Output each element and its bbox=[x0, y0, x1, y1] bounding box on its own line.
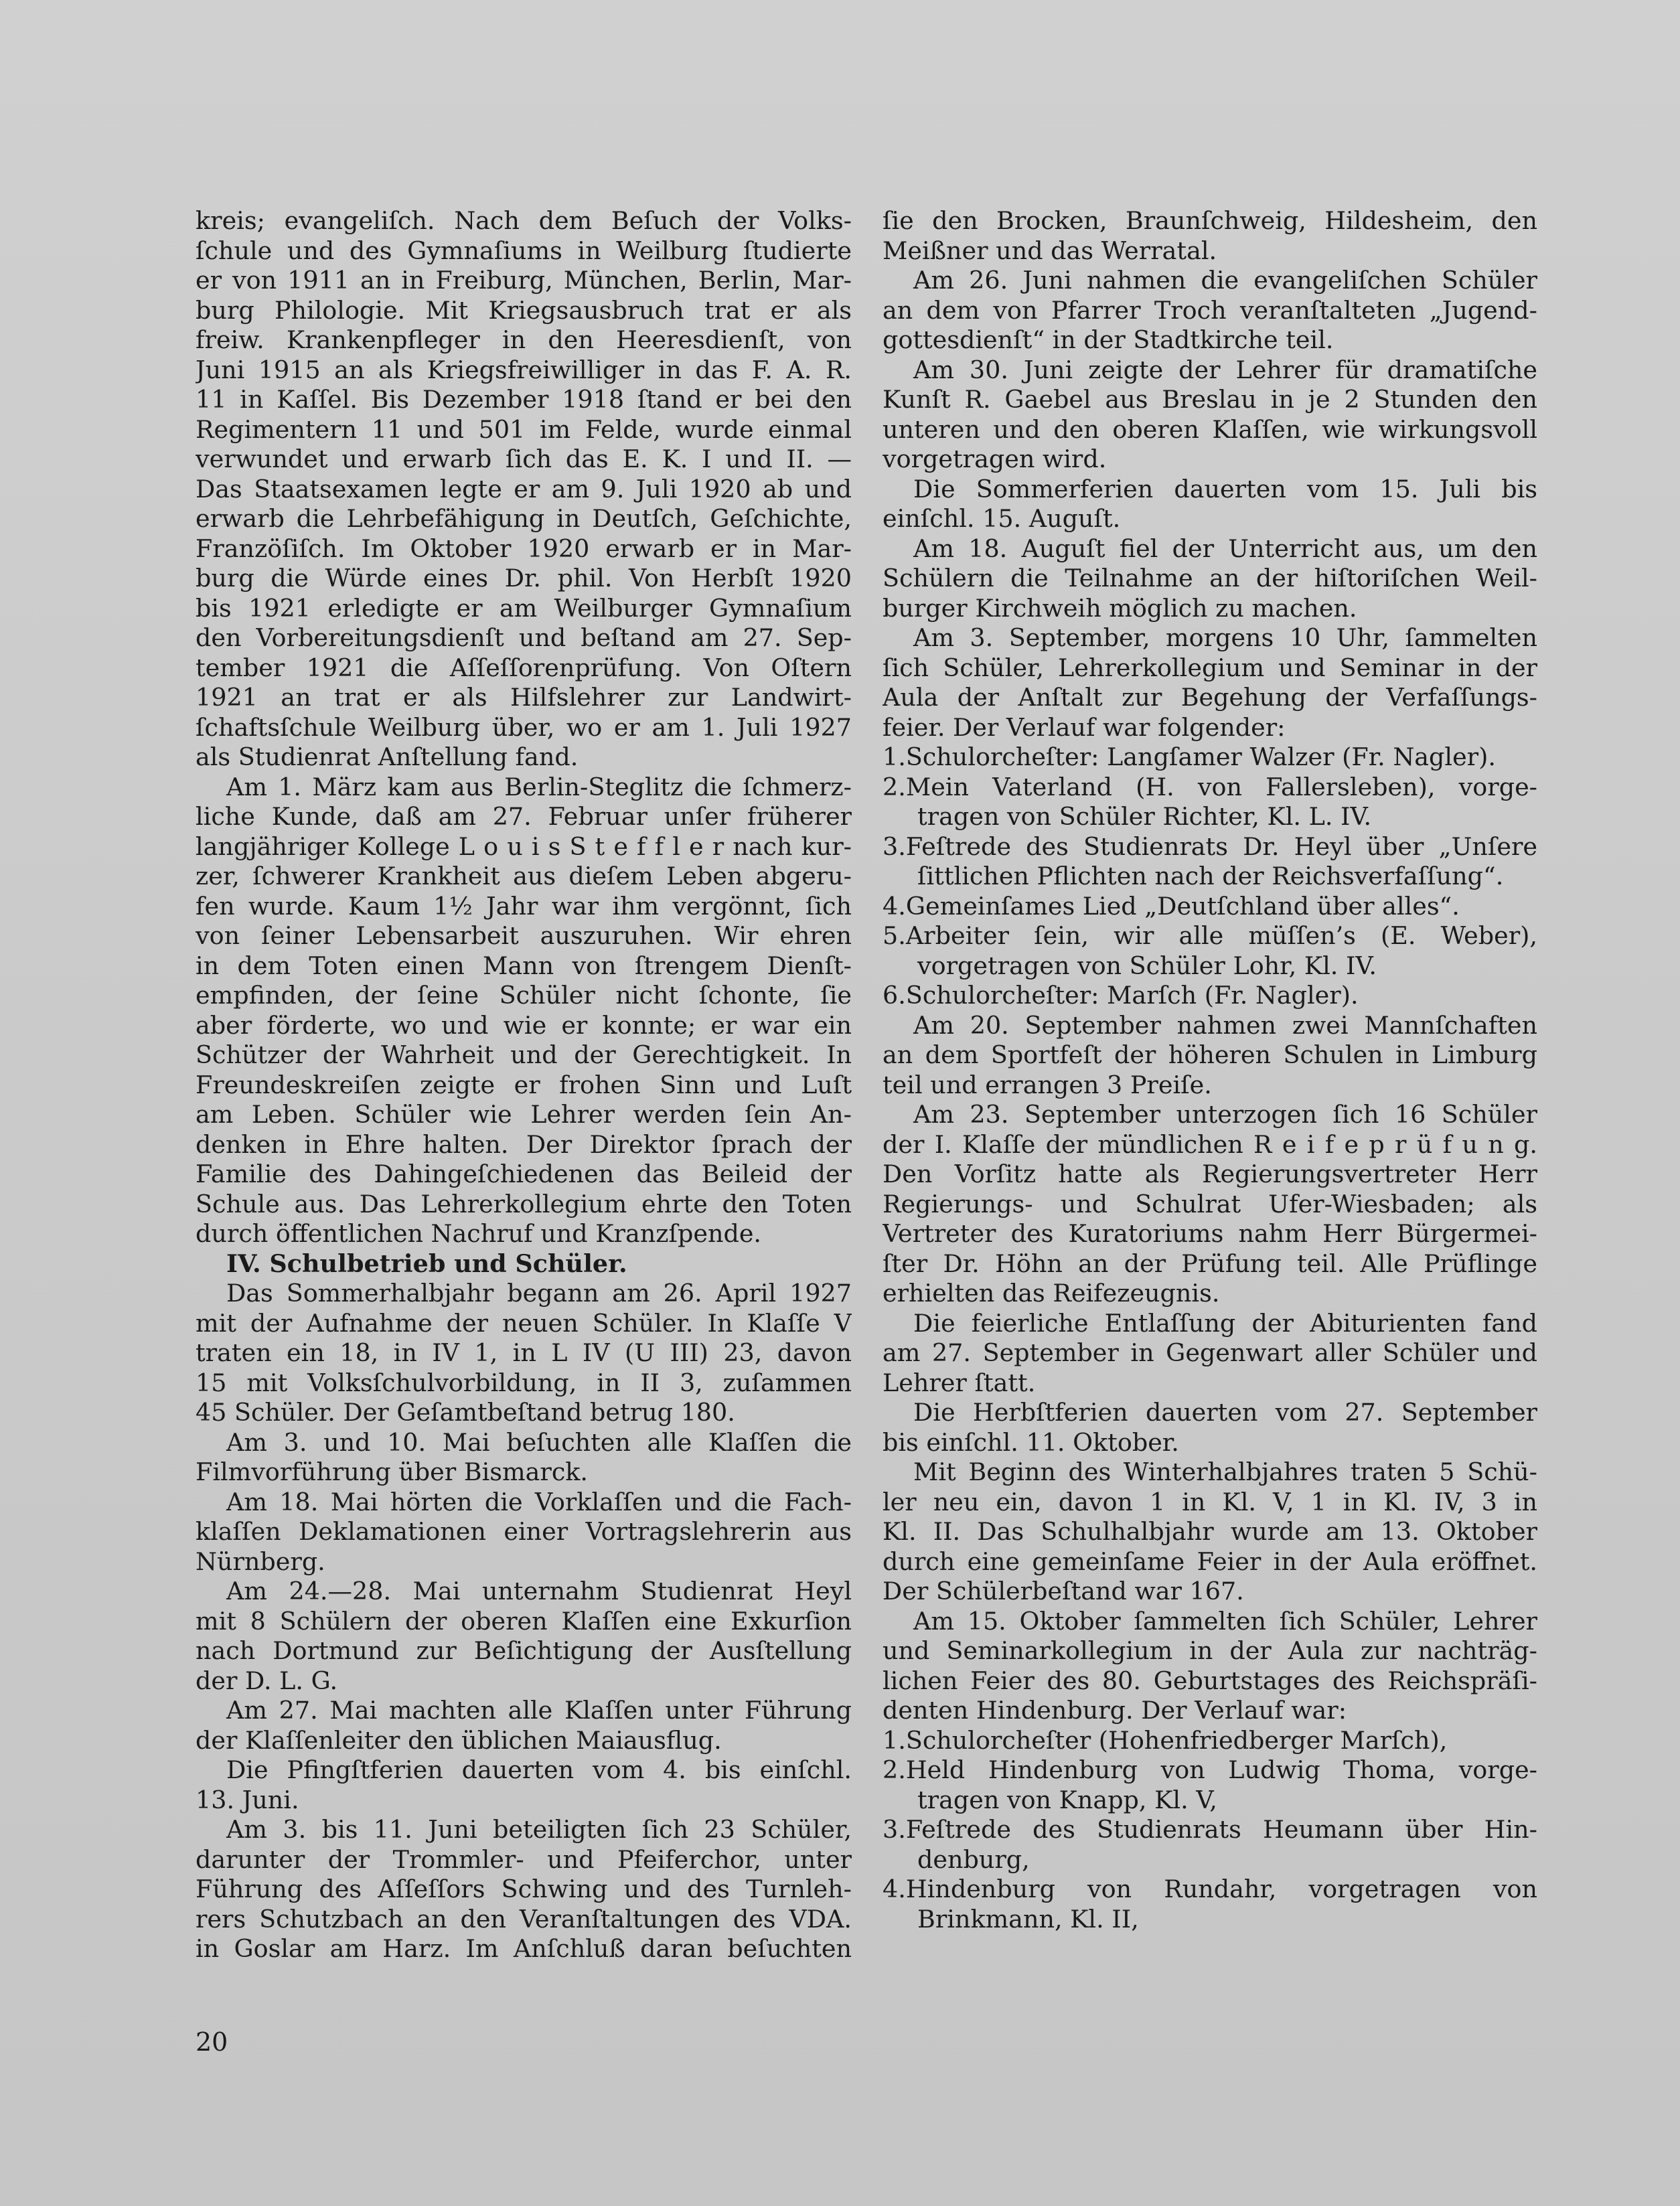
text-line: burg Philologie. Mit Kriegsausbruch trat er als bbox=[196, 295, 852, 325]
text-line: ſich Schüler, Lehrerkollegium und Seminar in der bbox=[883, 653, 1537, 682]
program-list-item bbox=[883, 1815, 1537, 1845]
text-line: ſchule und des Gymnaſiums in Weilburg ſtudierte bbox=[196, 236, 852, 265]
program-list-item bbox=[883, 921, 1537, 951]
text-line: Nürnberg. bbox=[196, 1547, 325, 1576]
text-line: ler neu ein, davon 1 in Kl. V, 1 in Kl. IV, 3 in bbox=[883, 1487, 1537, 1516]
text-line: tember 1921 die Aſſeſſorenprüfung. Von Oſtern bbox=[196, 653, 852, 682]
text-line: Filmvorführung über Bismarck. bbox=[196, 1457, 589, 1486]
text-line: klaſſen Deklamationen einer Vortragslehrerin aus bbox=[196, 1517, 852, 1546]
text-line: darunter der Trommler- und Pfeiferchor, unter bbox=[196, 1844, 852, 1874]
text-line: gottesdienſt“ in der Stadtkirche teil. bbox=[883, 325, 1334, 354]
text-line: Das Staatsexamen legte er am 9. Juli 1920 ab und bbox=[196, 474, 852, 503]
list-item-number: 1. bbox=[883, 1725, 906, 1755]
text-line: 45 Schüler. Der Geſamtbeſtand betrug 180. bbox=[196, 1398, 735, 1427]
text-line: Die Pfingſtferien dauerten vom 4. bis einſchl. bbox=[226, 1755, 852, 1784]
program-list-item bbox=[883, 1755, 1537, 1786]
text-line: in dem Toten einen Mann von ſtrengem Dienſt- bbox=[196, 951, 852, 980]
list-item-number: 2. bbox=[883, 772, 906, 801]
list-item-text: Feſtrede des Studienrats Heumann über Hin- bbox=[905, 1815, 1537, 1844]
text-line: Brinkmann, Kl. II, bbox=[917, 1904, 1139, 1934]
text-line: denburg, bbox=[917, 1844, 1030, 1874]
text-line: der I. Klaſſe der mündlichen R e i f e p r ü f u n g. bbox=[883, 1129, 1537, 1159]
text-line: der Klaſſenleiter den üblichen Maiausflug. bbox=[196, 1725, 722, 1755]
list-item-text: Gemeinſames Lied „Deutſchland über alles“. bbox=[905, 891, 1460, 921]
text-line: feier. Der Verlauf war folgender: bbox=[883, 712, 1286, 742]
text-line: 13. Juni. bbox=[196, 1785, 299, 1814]
text-line: am 27. September in Gegenwart aller Schüler und bbox=[883, 1338, 1537, 1367]
text-line: Am 3. und 10. Mai beſuchten alle Klaſſen die bbox=[226, 1427, 852, 1457]
page-number: 20 bbox=[196, 2027, 228, 2057]
text-line: Schule aus. Das Lehrerkollegium ehrte den Toten bbox=[196, 1189, 852, 1218]
text-line: vorgetragen von Schüler Lohr, Kl. IV. bbox=[917, 951, 1377, 980]
list-item-number: 2. bbox=[883, 1755, 906, 1784]
text-line: Schützer der Wahrheit und der Gerechtigkeit. In bbox=[196, 1040, 852, 1069]
text-line: von ſeiner Lebensarbeit auszuruhen. Wir ehren bbox=[196, 921, 852, 950]
list-item-number: 3. bbox=[883, 832, 906, 861]
text-line: mit der Aufnahme der neuen Schüler. In Klaſſe V bbox=[196, 1308, 852, 1338]
text-line: Kunſt R. Gaebel aus Breslau in je 2 Stunden den bbox=[883, 385, 1537, 414]
text-line: langjähriger Kollege L o u i s S t e f f l e r nach kur- bbox=[196, 832, 852, 861]
list-item-number: 5. bbox=[883, 921, 906, 950]
text-line: Am 3. bis 11. Juni beteiligten ſich 23 Schüler, bbox=[226, 1815, 852, 1844]
text-line: liche Kunde, daß am 27. Februar unſer früherer bbox=[196, 802, 852, 831]
text-line: nach Dortmund zur Beſichtigung der Ausſtellung bbox=[196, 1636, 852, 1665]
text-line: Der Schülerbeſtand war 167. bbox=[883, 1577, 1244, 1605]
text-line: Familie des Dahingeſchiedenen das Beileid der bbox=[196, 1160, 852, 1188]
text-line: lichen Feier des 80. Geburtstages des Reichspräſi- bbox=[883, 1666, 1537, 1695]
text-line: Schülern die Teilnahme an der hiſtoriſchen Weil- bbox=[883, 564, 1537, 593]
text-line: Meißner und das Werratal. bbox=[883, 236, 1217, 265]
text-line: Am 26. Juni nahmen die evangeliſchen Schüler bbox=[913, 266, 1537, 295]
program-list-item bbox=[883, 892, 1537, 922]
list-item-text: Hindenburg von Rundahr, vorgetragen von bbox=[905, 1875, 1537, 1903]
text-line: Am 23. September unterzogen ſich 16 Schüler bbox=[913, 1100, 1537, 1129]
text-line: Aula der Anſtalt zur Begehung der Verfaſſungs- bbox=[883, 683, 1537, 712]
section-heading bbox=[196, 1249, 852, 1279]
text-line: Freundeskreiſen zeigte er frohen Sinn und Luſt bbox=[196, 1070, 852, 1099]
text-line: ſchaftsſchule Weilburg über, wo er am 1. Juli 1927 bbox=[196, 712, 852, 742]
list-item-text: Schulorcheſter: Marſch (Fr. Nagler). bbox=[905, 981, 1359, 1010]
text-line: denten Hindenburg. Der Verlauf war: bbox=[883, 1696, 1347, 1725]
list-item-text: Arbeiter ſein, wir alle müſſen’s (E. Weber), bbox=[905, 921, 1537, 950]
text-line: Am 1. März kam aus Berlin-Steglitz die ſchmerz- bbox=[226, 772, 852, 801]
text-line: Das Sommerhalbjahr begann am 26. April 1927 bbox=[226, 1279, 852, 1308]
text-line: Am 27. Mai machten alle Klaſſen unter Führung bbox=[226, 1696, 852, 1725]
text-line: Am 24.—28. Mai unternahm Studienrat Heyl bbox=[226, 1577, 852, 1605]
text-line: Franzöſiſch. Im Oktober 1920 erwarb er in Mar- bbox=[196, 534, 852, 563]
text-line: Regimentern 11 und 501 im Felde, wurde einmal bbox=[196, 414, 852, 444]
text-line: fen wurde. Kaum 1½ Jahr war ihm vergönnt, ſich bbox=[196, 891, 852, 921]
text-line: Juni 1915 an als Kriegsfreiwilliger in das F. A. R. bbox=[196, 355, 852, 384]
text-line: Am 30. Juni zeigte der Lehrer für dramatiſche bbox=[913, 355, 1537, 384]
text-line: zer, ſchwerer Krankheit aus dieſem Leben abgeru- bbox=[196, 862, 852, 890]
text-line: traten ein 18, in IV 1, in L IV (U III) 23, davon bbox=[196, 1338, 852, 1367]
text-line: Vertreter des Kuratoriums nahm Herr Bürgermei- bbox=[883, 1219, 1537, 1248]
list-item-text: Schulorcheſter: Langſamer Walzer (Fr. Nagler). bbox=[905, 742, 1496, 771]
text-line: in Goslar am Harz. Im Anſchluß daran beſuchten bbox=[196, 1934, 852, 1963]
text-line: Regierungs- und Schulrat Ufer-Wiesbaden; als bbox=[883, 1189, 1537, 1218]
text-line: Am 18. Mai hörten die Vorklaſſen und die Fach- bbox=[226, 1487, 852, 1516]
text-line: durch öffentlichen Nachruf und Kranzſpende. bbox=[196, 1219, 762, 1248]
text-line: verwundet und erwarb ſich das E. K. I und II. — bbox=[196, 445, 852, 473]
text-line: tragen von Knapp, Kl. V, bbox=[917, 1785, 1217, 1814]
program-list-item bbox=[883, 1875, 1537, 1905]
text-line: Am 3. September, morgens 10 Uhr, ſammelten bbox=[913, 623, 1537, 652]
text-line: denken in Ehre halten. Der Direktor ſprach der bbox=[196, 1129, 852, 1159]
text-line: Die feierliche Entlaſſung der Abiturienten fand bbox=[913, 1308, 1537, 1338]
program-list-item bbox=[883, 742, 1537, 773]
text-line: Führung des Aſſeſſors Schwing und des Turnleh- bbox=[196, 1875, 852, 1903]
text-line: rers Schutzbach an den Veranſtaltungen des VDA. bbox=[196, 1904, 852, 1934]
text-line: Mit Beginn des Winterhalbjahres traten 5 Schü- bbox=[913, 1457, 1537, 1486]
text-line: empfinden, der ſeine Schüler nicht ſchonte, ſie bbox=[196, 981, 852, 1010]
text-line: mit 8 Schülern der oberen Klaſſen eine Exkurſion bbox=[196, 1606, 852, 1636]
text-line: erhielten das Reifezeugnis. bbox=[883, 1279, 1220, 1308]
text-line: freiw. Krankenpfleger in den Heeresdienſt, von bbox=[196, 325, 852, 354]
text-line: Die Herbſtferien dauerten vom 27. September bbox=[913, 1398, 1537, 1427]
text-line: tragen von Schüler Richter, Kl. L. IV. bbox=[917, 802, 1372, 831]
text-line: burg die Würde eines Dr. phil. Von Herbſt 1920 bbox=[196, 564, 852, 593]
text-line: als Studienrat Anſtellung fand. bbox=[196, 742, 579, 771]
program-list-item bbox=[883, 1726, 1537, 1756]
text-line: und Seminarkollegium in der Aula zur nachträg- bbox=[883, 1636, 1537, 1665]
list-item-text: Feſtrede des Studienrats Dr. Heyl über „Unſere bbox=[905, 832, 1537, 861]
text-line: der D. L. G. bbox=[196, 1666, 338, 1695]
text-line: 11 in Kaſſel. Bis Dezember 1918 ſtand er bei den bbox=[196, 385, 852, 414]
text-line: bis einſchl. 11. Oktober. bbox=[883, 1427, 1179, 1457]
text-line: einſchl. 15. Auguſt. bbox=[883, 504, 1121, 533]
text-line: aber förderte, wo und wie er konnte; er war ein bbox=[196, 1010, 852, 1040]
list-item-number: 1. bbox=[883, 742, 906, 771]
list-item-text: Schulorcheſter (Hohenfriedberger Marſch), bbox=[905, 1725, 1448, 1755]
program-list-item bbox=[883, 981, 1537, 1011]
list-item-number: 4. bbox=[883, 1875, 906, 1903]
text-line: Am 18. Auguſt fiel der Unterricht aus, um den bbox=[913, 534, 1537, 563]
text-line: an dem Sportfeſt der höheren Schulen in Limburg bbox=[883, 1040, 1537, 1069]
text-line: Den Vorſitz hatte als Regierungsvertreter Herr bbox=[883, 1160, 1537, 1188]
program-list-item bbox=[883, 832, 1537, 862]
text-line: erwarb die Lehrbefähigung in Deutſch, Geſchichte, bbox=[196, 504, 852, 533]
list-item-number: 4. bbox=[883, 891, 906, 921]
text-line: teil und errangen 3 Preiſe. bbox=[883, 1070, 1212, 1099]
text-line: ſter Dr. Höhn an der Prüfung teil. Alle Prüflinge bbox=[883, 1249, 1537, 1278]
text-line: den Vorbereitungsdienſt und beſtand am 27. Sep- bbox=[196, 623, 852, 652]
text-line: an dem von Pfarrer Troch veranſtalteten „Jugend- bbox=[883, 295, 1537, 325]
list-item-number: 6. bbox=[883, 981, 906, 1010]
text-line: Am 15. Oktober ſammelten ſich Schüler, Lehrer bbox=[913, 1606, 1537, 1636]
text-line: bis 1921 erledigte er am Weilburger Gymnaſium bbox=[196, 593, 852, 623]
text-line: 1921 an trat er als Hilfslehrer zur Landwirt- bbox=[196, 683, 852, 712]
text-line: Am 20. September nahmen zwei Mannſchaften bbox=[913, 1010, 1537, 1040]
left-text-column bbox=[196, 206, 852, 1964]
text-line: durch eine gemeinſame Feier in der Aula eröffnet. bbox=[883, 1547, 1537, 1576]
program-list-item bbox=[883, 773, 1537, 803]
text-line: Lehrer ſtatt. bbox=[883, 1368, 1036, 1397]
text-line: unteren und den oberen Klaſſen, wie wirkungsvoll bbox=[883, 414, 1537, 444]
text-line: Kl. II. Das Schulhalbjahr wurde am 13. Oktober bbox=[883, 1517, 1537, 1546]
text-line: kreis; evangeliſch. Nach dem Beſuch der Volks- bbox=[196, 206, 852, 235]
list-item-text: Mein Vaterland (H. von Fallersleben), vorge- bbox=[905, 772, 1537, 801]
text-line: 15 mit Volksſchulvorbildung, in II 3, zuſammen bbox=[196, 1368, 852, 1397]
text-line: ſie den Brocken, Braunſchweig, Hildesheim, den bbox=[883, 206, 1537, 235]
text-line: am Leben. Schüler wie Lehrer werden ſein An- bbox=[196, 1100, 852, 1129]
text-line: vorgetragen wird. bbox=[883, 445, 1107, 473]
section-heading-text: IV. Schulbetrieb und Schüler. bbox=[226, 1249, 627, 1278]
list-item-number: 3. bbox=[883, 1815, 906, 1844]
text-line: ſittlichen Pflichten nach der Reichsverfaſſung“. bbox=[917, 862, 1504, 890]
text-line: burger Kirchweih möglich zu machen. bbox=[883, 593, 1357, 623]
text-line: er von 1911 an in Freiburg, München, Berlin, Mar- bbox=[196, 266, 852, 295]
right-text-column bbox=[883, 206, 1537, 1934]
text-line: Die Sommerferien dauerten vom 15. Juli bis bbox=[913, 474, 1537, 503]
list-item-text: Held Hindenburg von Ludwig Thoma, vorge- bbox=[905, 1755, 1537, 1784]
